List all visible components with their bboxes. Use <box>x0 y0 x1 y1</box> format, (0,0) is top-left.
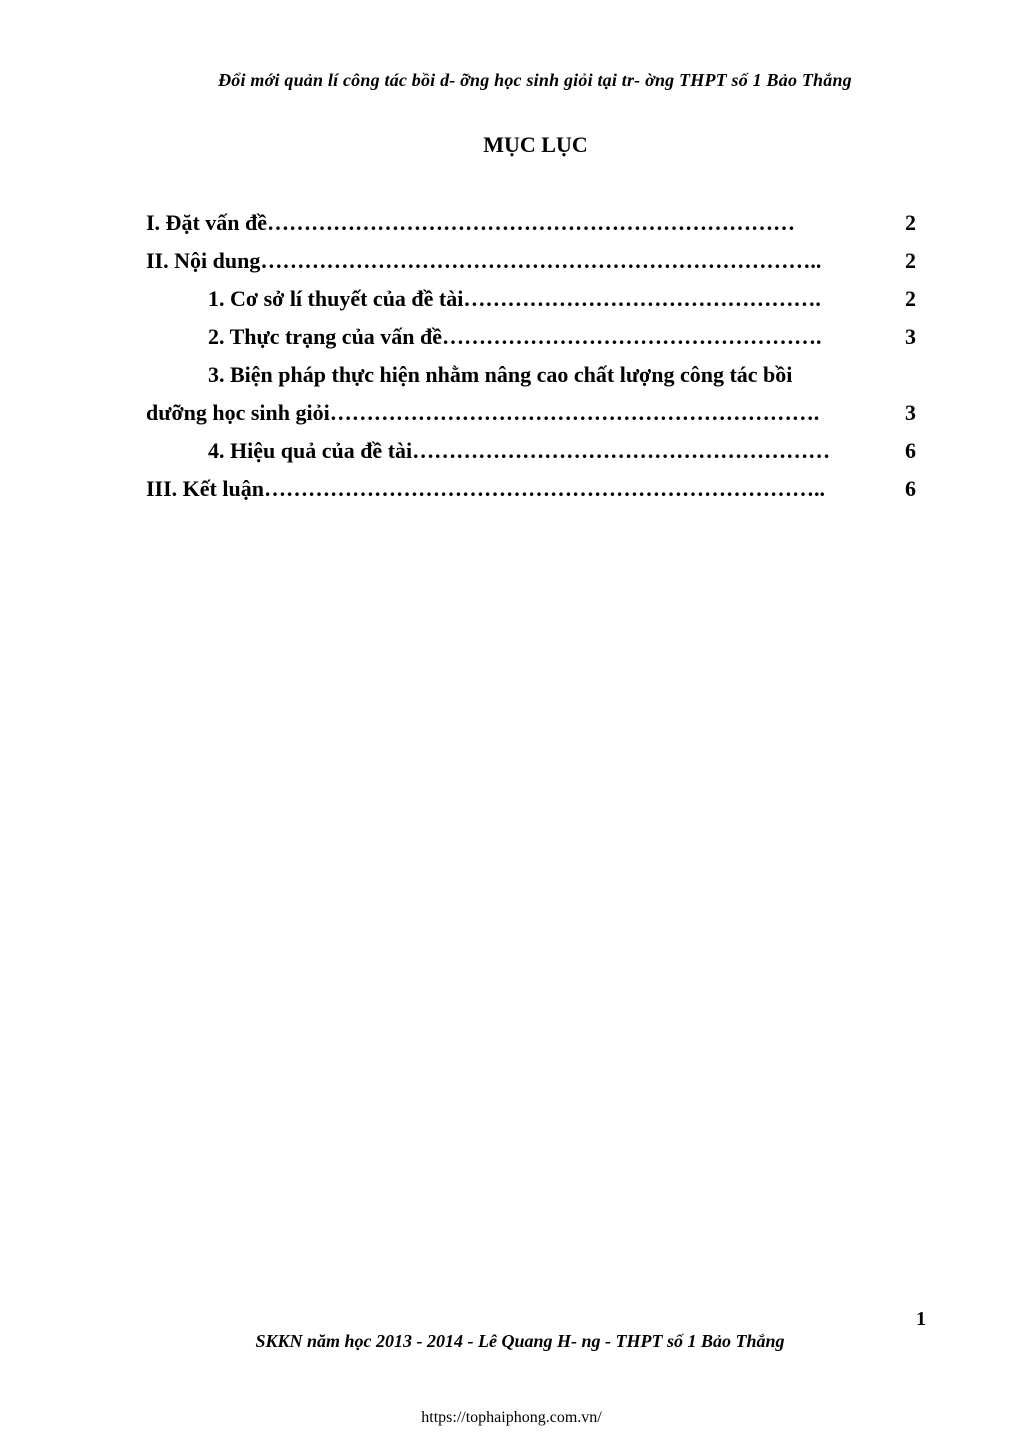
table-of-contents <box>146 204 916 508</box>
toc-entry-label: I. Đặt vấn đề……………………………………………………………… <box>146 210 796 235</box>
source-url: https://tophaiphong.com.vn/ <box>421 1409 602 1426</box>
toc-entry-noi-dung <box>146 242 916 280</box>
page-number: 1 <box>916 1308 926 1330</box>
toc-entry-page: 2 <box>905 210 916 235</box>
toc-entry-label: 2. Thực trạng của vấn đề……………………………………………. <box>208 324 822 349</box>
toc-entry-label: 4. Hiệu quả của đề tài………………………………………………… <box>208 438 831 463</box>
toc-entry-page: 6 <box>905 476 916 501</box>
toc-entry-label: III. Kết luận………………………………………………………………….. <box>146 476 825 501</box>
toc-entry-label: II. Nội dung………………………………………………………………….. <box>146 248 822 273</box>
toc-entry-page: 3 <box>905 324 916 349</box>
toc-entry-label: 3. Biện pháp thực hiện nhằm nâng cao chất lượng công tác bồi <box>208 362 793 387</box>
toc-entry-ket-luan <box>146 470 916 508</box>
toc-entry-bien-phap-line-2 <box>146 394 916 432</box>
toc-entry-hieu-qua <box>146 432 916 470</box>
toc-entry-label: dưỡng học sinh giỏi…………………………………………………………. <box>146 400 820 425</box>
toc-entry-bien-phap-line-1 <box>146 356 916 394</box>
toc-title: MỤC LỤC <box>483 132 588 157</box>
toc-entry-page: 3 <box>905 400 916 425</box>
toc-entry-co-so-li-thuyet <box>146 280 916 318</box>
toc-entry-page: 2 <box>905 248 916 273</box>
toc-entry-page: 2 <box>905 286 916 311</box>
toc-entry-label: 1. Cơ sở lí thuyết của đề tài…………………………………………. <box>208 286 821 311</box>
running-footer: SKKN năm học 2013 - 2014 - Lê Quang H- ng - THPT số 1 Bảo Thắng <box>255 1331 785 1351</box>
toc-entry-thuc-trang <box>146 318 916 356</box>
toc-entry-dat-van-de <box>146 204 916 242</box>
running-header: Đổi mới quản lí công tác bồi d- ỡng học sinh giỏi tại tr- ờng THPT số 1 Bảo Thắng <box>218 70 852 90</box>
toc-entry-page: 6 <box>905 438 916 463</box>
